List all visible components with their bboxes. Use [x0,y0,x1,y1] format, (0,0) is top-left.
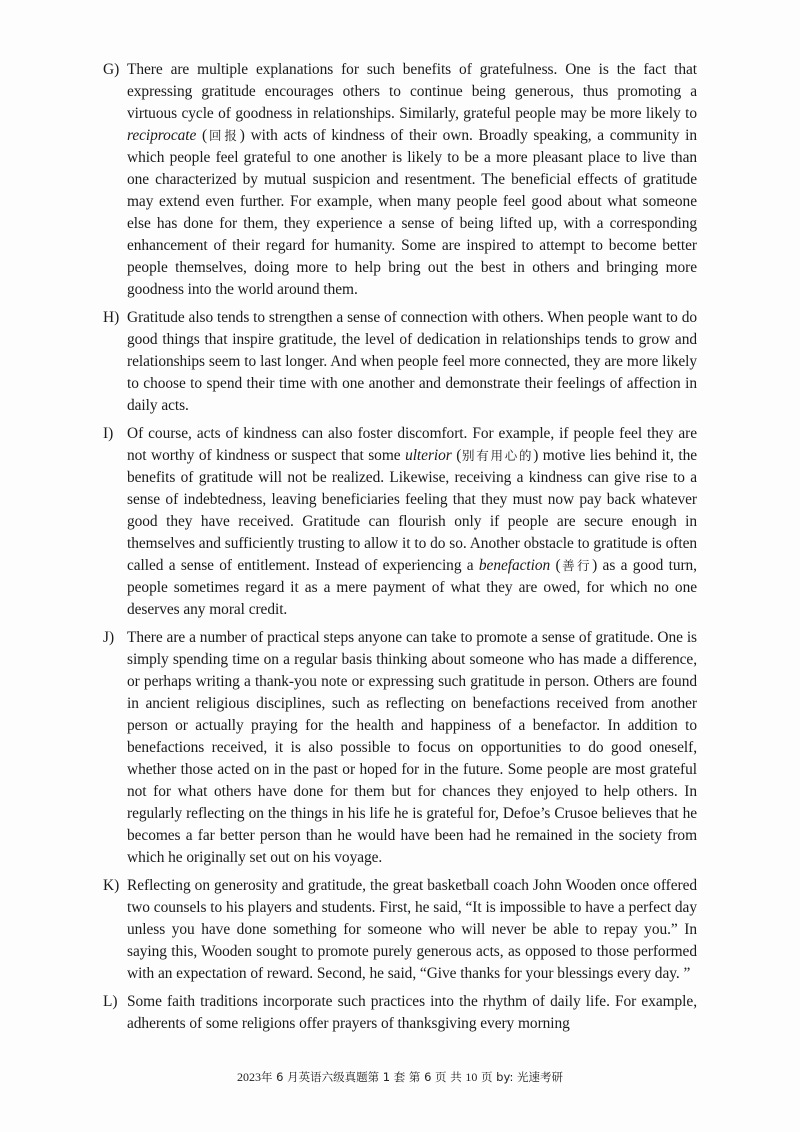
vocab-gloss: 别有用心的 [461,448,534,463]
paragraph-label: K) [103,877,120,894]
paragraph-h [103,307,697,417]
paragraph-text: Reflecting on generosity and gratitude, the great basketball coach John Wooden once offered two counsels to his players and students. First, he said, “It is impossible to have a perfect day unless you have done something for someone who will never be able to repay you.” In saying this, Wooden sought to promote purely generous acts, as opposed to those performed with an expectation of reward. Second, he said, “Give thanks for your blessings every day. ” [127,877,697,982]
paragraph-g [103,59,697,301]
paragraph-text: There are multiple explanations for such benefits of gratefulness. One is the fact that expressing gratitude encourages others to continue being generous, thus promoting a virtuous cycle of goodness in relationships. Similarly, grateful people may be more likely to [127,61,697,122]
page-footer [0,1069,800,1085]
paragraph-text: ) as a good turn, people sometimes regard it as a mere payment of what they are owed, for which no one deserves any moral credit. [127,557,697,618]
paragraph-text: There are a number of practical steps anyone can take to promote a sense of gratitude. One is simply spending time on a regular basis thinking about someone who has made a difference, or perhaps writing a thank-you note or expressing such gratitude in person. Others are found in ancient religious disciplines, such as reflecting on benefactions received from another person or actually praying for the health and happiness of a benefactor. In addition to benefactions received, it is also possible to focus on opportunities to do good oneself, whether those acted on in the past or hoped for in the future. Some people are most grateful not for what others have done for them but for chances they enjoyed to help others. In regularly reflecting on the things in his life he is grateful for, Defoe’s Crusoe believes that he becomes a far better person than he would have been had he remained in the society from which he originally set out on his voyage. [127,629,697,866]
vocab-term: benefaction [478,557,551,574]
paragraph-label: J) [103,629,115,646]
paragraph-label: G) [103,61,120,78]
paragraph-text: Of course, acts of kindness can also foster discomfort. For example, if people feel they are not worthy of kindness or suspect that some [127,425,697,464]
paragraph-text: Gratitude also tends to strengthen a sense of connection with others. When people want to do good things that inspire gratitude, the level of dedication in relationships tends to grow and relationships seem to last longer. And when people feel more connected, they are more likely to choose to spend their time with one another and demonstrate their feelings of affection in daily acts. [127,309,697,414]
vocab-term: ulterior [405,447,452,464]
footer-total-pages: 10 [465,1070,478,1084]
paren-open: ( [196,127,208,144]
paragraph-text: ) motive lies behind it, the benefits of gratitude will not be realized. Likewise, receiving a kindness can give rise to a sense of indebtedness, leaving beneficiaries feeling that they must now pay back whatever good they have received. Gratitude can flourish only if people are secure enough in themselves and sufficiently trusting to allow it to do so. Another obstacle to gratitude is often called a sense of entitlement. Instead of experiencing a [127,447,697,574]
passage-body [103,59,697,1041]
paragraph-l [103,991,697,1035]
footer-text: 年 6 月英语六级真题第 1 套 第 6 页 共 [261,1070,466,1084]
footer-credit: 页 by: 光速考研 [477,1070,563,1084]
footer-year: 2023 [237,1070,262,1084]
paragraph-i [103,423,697,621]
vocab-term: reciprocate [127,127,197,144]
vocab-gloss: 善行 [560,558,593,573]
paragraph-j [103,627,697,869]
paragraph-label: H) [103,309,120,326]
paren-open: ( [550,557,561,574]
paragraph-text: ) with acts of kindness of their own. Broadly speaking, a community in which people feel grateful to one another is likely to be a more pleasant place to live than one characterized by mutual suspicion and resentment. The beneficial effects of gratitude may extend even further. For example, when many people feel good about what someone else has done for them, they experience a sense of being lifted up, with a corresponding enhancement of their regard for humanity. Some are inspired to attempt to become better people themselves, doing more to help bring out the best in others and bringing more goodness into the world around them. [127,127,697,298]
paragraph-label: L) [103,993,118,1010]
paragraph-label: I) [103,425,114,442]
vocab-gloss: 回报 [207,128,240,143]
paragraph-k [103,875,697,985]
paren-open: ( [451,447,462,464]
paragraph-text: Some faith traditions incorporate such practices into the rhythm of daily life. For example, adherents of some religions offer prayers of thanksgiving every morning [127,993,697,1032]
